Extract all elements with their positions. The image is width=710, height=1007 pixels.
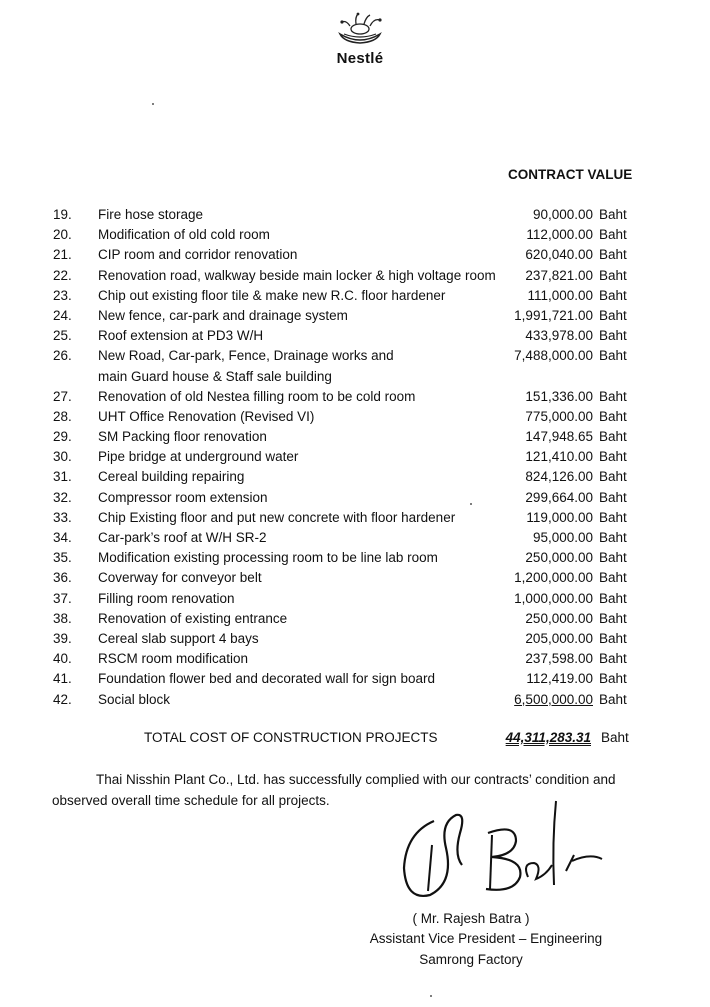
item-amount: 147,948.65 — [525, 429, 593, 445]
scan-speck — [152, 103, 154, 105]
line-item — [0, 286, 710, 306]
line-item — [0, 649, 710, 669]
item-amount: 775,000.00 — [525, 408, 593, 424]
item-amount: 7,488,000.00 — [514, 348, 593, 364]
item-description: New Road, Car-park, Fence, Drainage works and — [98, 348, 394, 364]
item-number: 33. — [53, 509, 72, 525]
line-item — [0, 508, 710, 528]
item-number: 36. — [53, 570, 72, 586]
item-currency: Baht — [599, 227, 627, 243]
item-number: 32. — [53, 489, 72, 505]
signatory-org: Samrong Factory — [419, 952, 523, 967]
scan-speck — [430, 995, 432, 997]
item-currency: Baht — [599, 489, 627, 505]
item-number: 34. — [53, 530, 72, 546]
item-number: 24. — [53, 307, 72, 323]
item-amount: 237,821.00 — [525, 267, 593, 283]
item-amount: 90,000.00 — [532, 207, 593, 222]
item-amount: 205,000.00 — [525, 630, 593, 646]
item-description: UHT Office Renovation (Revised VI) — [98, 408, 315, 424]
item-description: Social block — [98, 691, 171, 707]
line-item — [0, 306, 710, 326]
line-item — [0, 427, 710, 447]
item-amount: 112,000.00 — [526, 227, 593, 243]
item-currency: Baht — [599, 348, 627, 364]
item-number: 20. — [53, 227, 72, 243]
item-amount: 1,000,000.00 — [514, 590, 593, 606]
item-number: 23. — [53, 287, 72, 303]
line-item — [0, 245, 710, 265]
item-currency: Baht — [599, 388, 627, 404]
item-currency: Baht — [599, 408, 627, 424]
statement-line-1: Thai Nisshin Plant Co., Ltd. has successfully complied with our contracts’ condition and — [96, 772, 616, 787]
item-description: RSCM room modification — [98, 651, 249, 667]
item-number: 30. — [53, 449, 72, 465]
item-currency: Baht — [599, 207, 627, 222]
item-description: New fence, car-park and drainage system — [98, 307, 348, 323]
item-amount: 620,040.00 — [525, 247, 593, 263]
line-item — [0, 266, 710, 286]
item-number: 37. — [53, 590, 72, 606]
line-item — [0, 669, 710, 689]
nestle-nest-icon — [336, 12, 384, 48]
item-description: Cereal building repairing — [98, 469, 245, 485]
item-number: 35. — [53, 550, 72, 566]
item-amount: 151,336.00 — [525, 388, 593, 404]
brand-name: Nestlé — [336, 50, 384, 67]
item-currency: Baht — [599, 509, 627, 525]
item-amount: 121,410.00 — [525, 449, 593, 465]
item-amount: 95,000.00 — [532, 530, 593, 546]
line-item — [0, 447, 710, 467]
item-currency: Baht — [599, 671, 627, 687]
item-number: 42. — [53, 691, 72, 707]
total-label: TOTAL COST OF CONSTRUCTION PROJECTS — [144, 730, 438, 745]
item-amount: 1,991,721.00 — [514, 307, 593, 323]
item-description: Foundation flower bed and decorated wall for sign board — [98, 671, 435, 687]
item-currency: Baht — [599, 247, 627, 263]
item-number: 26. — [53, 348, 72, 364]
item-amount: 1,200,000.00 — [514, 570, 593, 586]
total-currency: Baht — [601, 730, 629, 745]
signatory-name: ( Mr. Rajesh Batra ) — [412, 911, 530, 926]
item-currency: Baht — [599, 691, 627, 707]
statement-line-2: observed overall time schedule for all projects. — [52, 793, 330, 808]
line-item — [0, 346, 710, 386]
item-amount: 824,126.00 — [525, 469, 593, 485]
item-amount: 237,598.00 — [525, 651, 593, 667]
item-currency: Baht — [599, 590, 627, 606]
line-item — [0, 568, 710, 588]
item-number: 19. — [53, 207, 72, 222]
item-number: 31. — [53, 469, 72, 485]
signatory-title: Assistant Vice President – Engineering — [369, 931, 603, 946]
item-description: Renovation of old Nestea filling room to be cold room — [98, 388, 416, 404]
item-number: 38. — [53, 610, 72, 626]
item-description: SM Packing floor renovation — [98, 429, 267, 445]
item-number: 27. — [53, 388, 72, 404]
line-item — [0, 387, 710, 407]
item-number: 21. — [53, 247, 72, 263]
nestle-logo — [320, 12, 400, 68]
line-item — [0, 205, 710, 225]
item-number: 40. — [53, 651, 72, 667]
item-description: Fire hose storage — [98, 207, 204, 222]
item-description: CIP room and corridor renovation — [98, 247, 298, 263]
item-description: Modification existing processing room to be line lab room — [98, 550, 438, 566]
line-item — [0, 548, 710, 568]
item-amount: 6,500,000.00 — [514, 691, 593, 707]
line-item — [0, 589, 710, 609]
line-item — [0, 690, 710, 710]
item-amount: 111,000.00 — [527, 287, 593, 303]
project-list — [0, 205, 710, 710]
item-currency: Baht — [599, 469, 627, 485]
item-currency: Baht — [599, 570, 627, 586]
item-currency: Baht — [599, 550, 627, 566]
item-currency: Baht — [599, 610, 627, 626]
item-description: Coverway for conveyor belt — [98, 570, 262, 586]
item-currency: Baht — [599, 530, 627, 546]
item-number: 29. — [53, 429, 72, 445]
item-amount: 119,000.00 — [526, 509, 593, 525]
total-value: 44,311,283.31 — [505, 730, 591, 745]
item-currency: Baht — [599, 630, 627, 646]
item-amount: 112,419.00 — [526, 671, 593, 687]
item-currency: Baht — [599, 287, 627, 303]
item-description: Chip Existing floor and put new concrete with floor hardener — [98, 509, 456, 525]
line-item — [0, 467, 710, 487]
item-description: Filling room renovation — [98, 590, 235, 606]
item-currency: Baht — [599, 651, 627, 667]
item-description: Pipe bridge at underground water — [98, 449, 299, 465]
item-number: 22. — [53, 267, 72, 283]
item-description: Modification of old cold room — [98, 227, 270, 243]
line-item — [0, 528, 710, 548]
item-number: 28. — [53, 408, 72, 424]
contract-value-header: CONTRACT VALUE — [508, 167, 633, 182]
item-amount: 250,000.00 — [525, 610, 593, 626]
item-description: Renovation of existing entrance — [98, 610, 288, 626]
item-currency: Baht — [599, 328, 627, 344]
item-description: Roof extension at PD3 W/H — [98, 328, 264, 344]
line-item — [0, 407, 710, 427]
line-item — [0, 225, 710, 245]
item-currency: Baht — [599, 267, 627, 283]
item-description: Cereal slab support 4 bays — [98, 630, 259, 646]
item-description: Compressor room extension — [98, 489, 268, 505]
handwritten-signature — [396, 793, 616, 913]
item-description: Renovation road, walkway beside main locker & high voltage room — [98, 267, 496, 283]
item-description: Car-park’s roof at W/H SR-2 — [98, 530, 267, 546]
item-amount: 433,978.00 — [525, 328, 593, 344]
item-description: Chip out existing floor tile & make new R.C. floor hardener — [98, 287, 446, 303]
line-item — [0, 629, 710, 649]
item-number: 25. — [53, 328, 72, 344]
item-number: 39. — [53, 630, 72, 646]
item-number: 41. — [53, 671, 72, 687]
item-amount: 299,664.00 — [525, 489, 593, 505]
line-item — [0, 609, 710, 629]
item-amount: 250,000.00 — [525, 550, 593, 566]
item-currency: Baht — [599, 307, 627, 323]
line-item — [0, 326, 710, 346]
item-description-continued: main Guard house & Staff sale building — [98, 368, 332, 384]
item-currency: Baht — [599, 449, 627, 465]
item-currency: Baht — [599, 429, 627, 445]
line-item — [0, 488, 710, 508]
